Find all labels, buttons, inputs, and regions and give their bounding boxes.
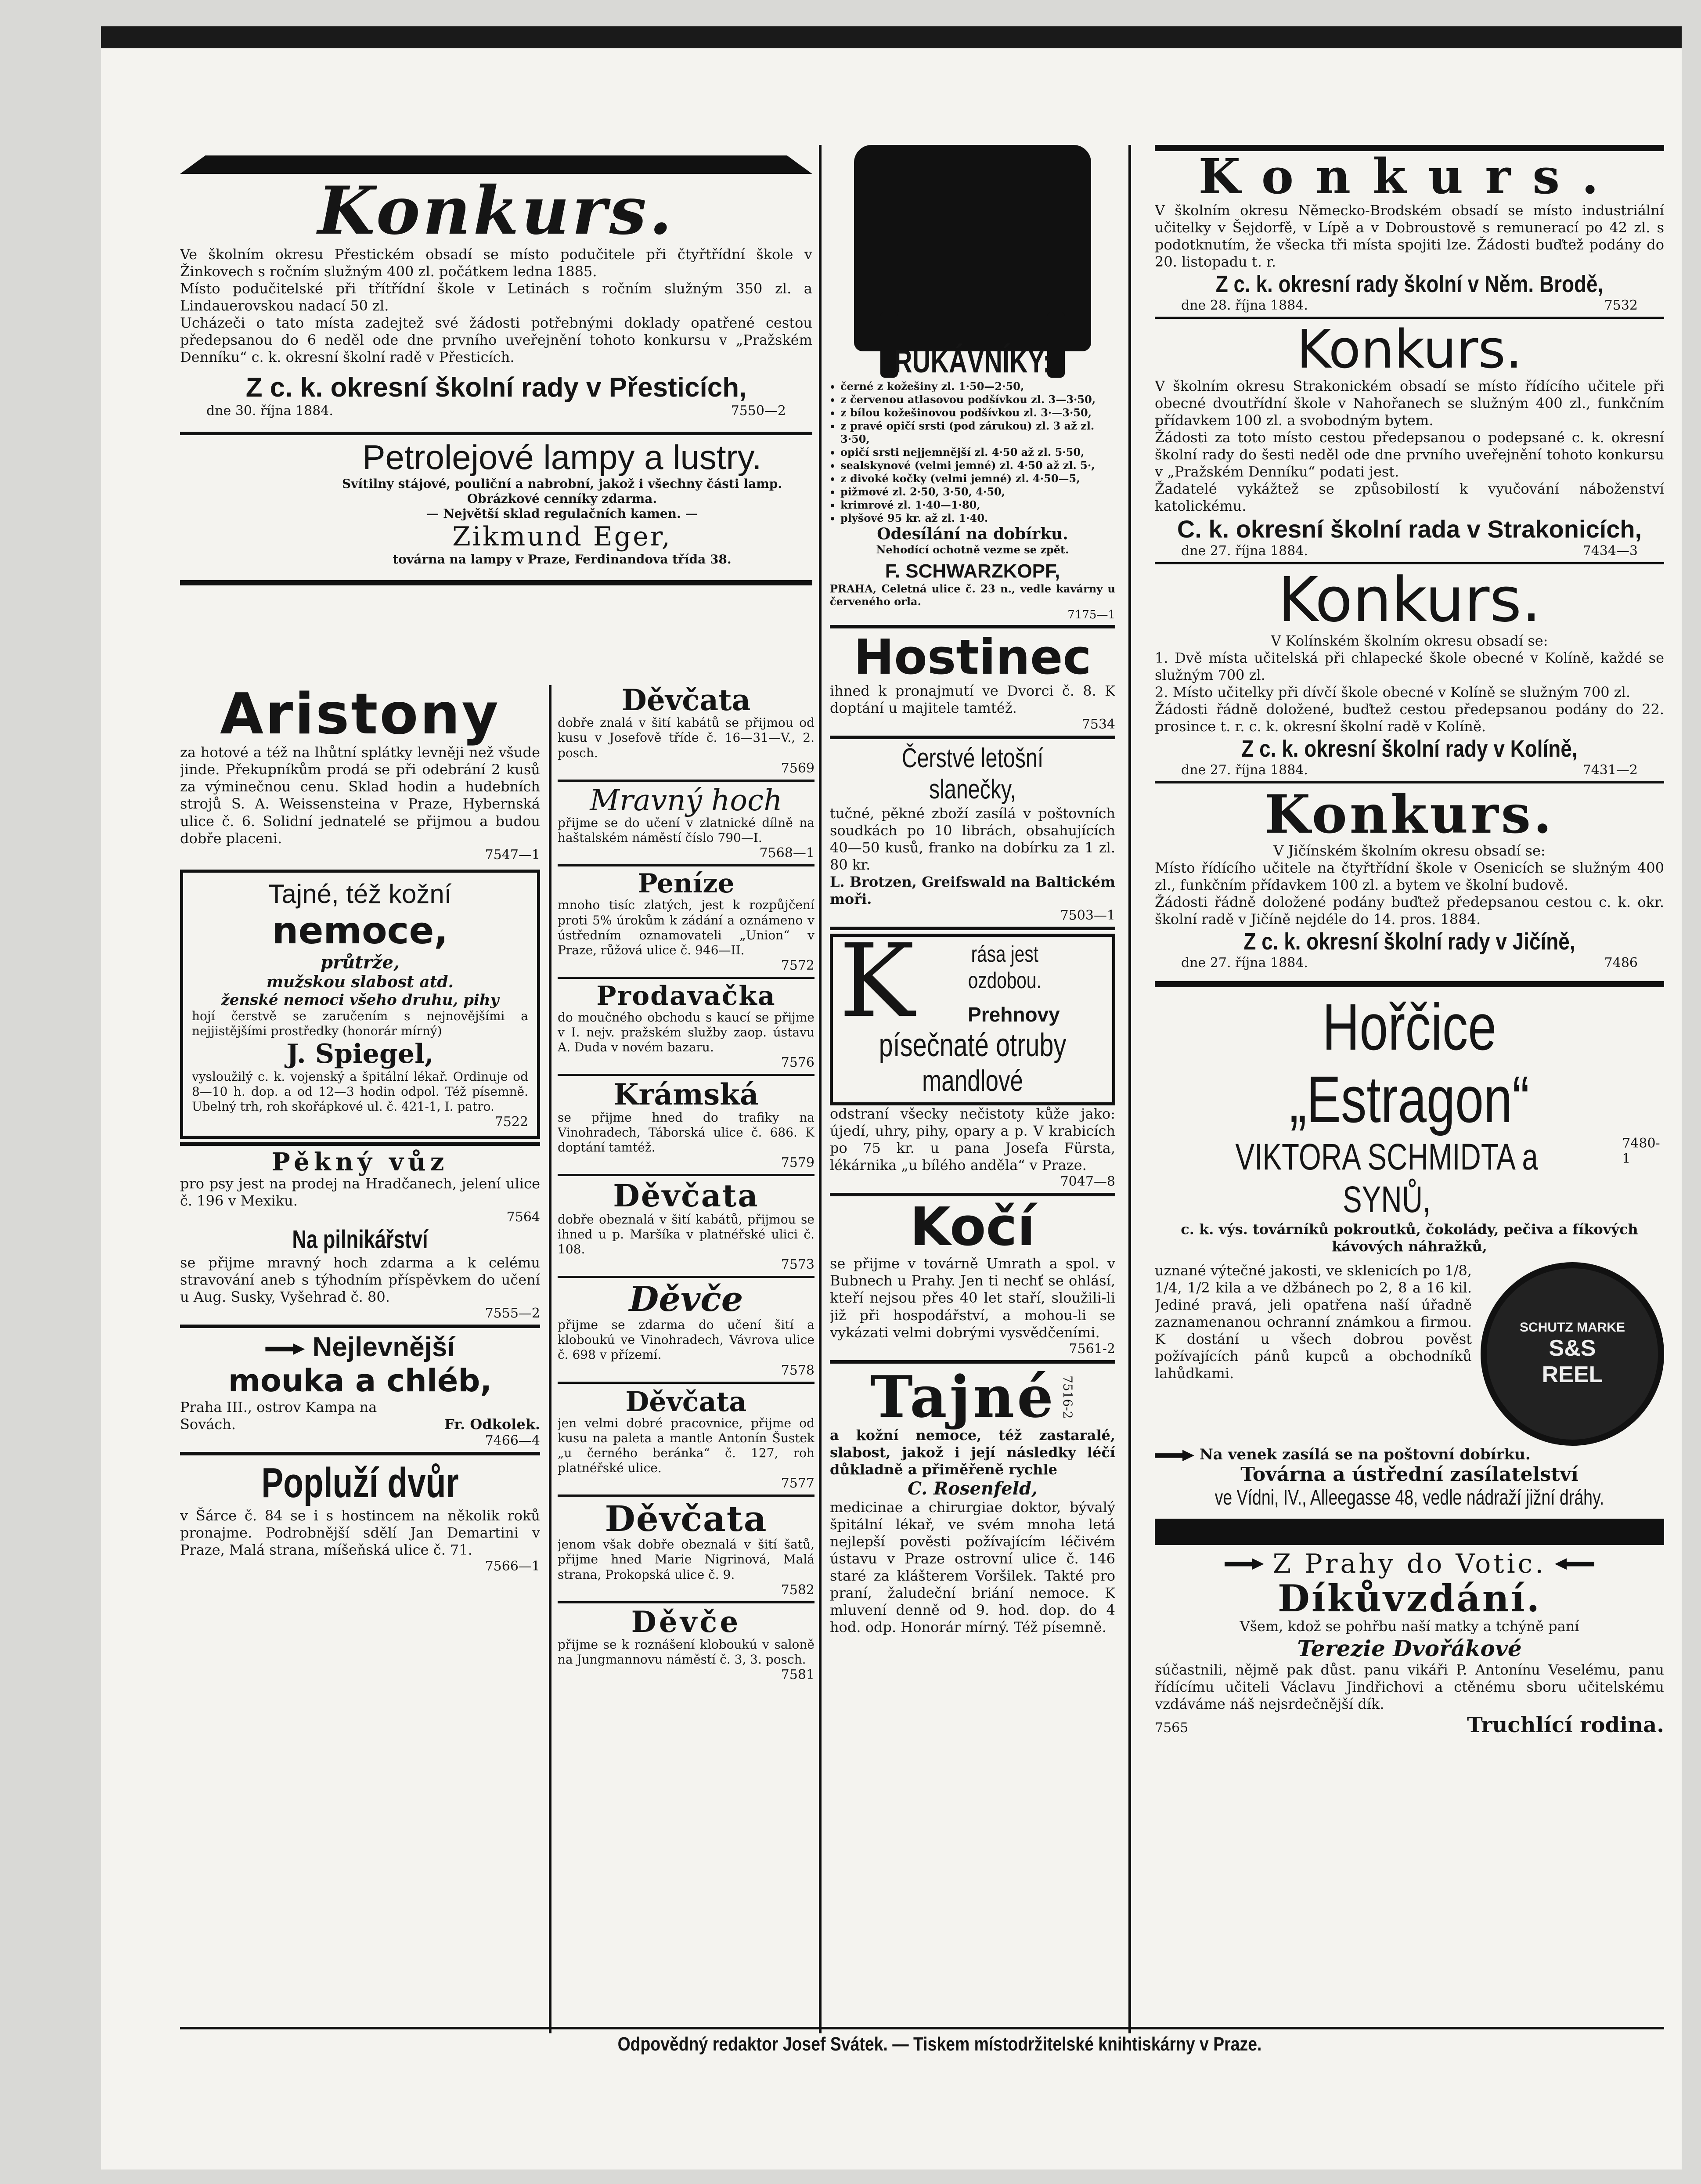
- ad-number: 7565: [1155, 1720, 1189, 1736]
- divider: [1155, 981, 1664, 987]
- ad-line: ženské nemoci všeho druhu, pihy: [221, 991, 499, 1009]
- ad-name: Terezie Dvořákové: [1297, 1635, 1522, 1661]
- ad-date: dne 27. října 1884.: [1181, 762, 1308, 778]
- ad-date: dne 28. října 1884.: [1181, 297, 1308, 313]
- imprint-footer: Odpovědný redaktor Josef Svátek. — Tiskem místodržitelské knihtiskárny v Praze.: [617, 2033, 1262, 2055]
- ad-paragraph: přijme se zdarma do učení šití a kloboukú ve Vinohradech, Vávrova ulice č. 698 v přízemí.: [558, 1318, 814, 1362]
- ad-paragraph: se přijme v továrně Umrath a spol. v Bubnech u Prahy. Jen ti nechť se ohlásí, kteří nejsou přes 40 let staří, sloužili-li již při hospodářství, a mohou-li se vykázati velmi dobrými vysvědčeními.: [830, 1255, 1115, 1341]
- ad-slanecky: [830, 743, 1115, 923]
- ad-signature: Z c. k. okresní školní rady v Přesticích,: [245, 372, 747, 403]
- ad-paragraph: pro psy jest na prodej na Hradčanech, jelení ulice č. 196 v Mexiku.: [180, 1175, 540, 1209]
- pointing-hand-icon: [1225, 1558, 1264, 1570]
- divider: [1155, 1519, 1664, 1545]
- scan-top-edge: [101, 26, 1682, 48]
- ad-title: Krámská: [613, 1079, 759, 1112]
- ad-top: Z Prahy do Votic.: [1272, 1549, 1546, 1580]
- ad-paragraph: Žádosti řádně doložené podány buďtež předepsanou cestou c. k. okr. školní radě v Jičíně nejdéle do 14. pros. 1884.: [1155, 894, 1664, 928]
- ad-title: Aristony: [220, 685, 500, 747]
- ad-title: Hostinec: [854, 632, 1092, 685]
- ad-devce-1: [558, 1282, 814, 1378]
- ad-aristony: [180, 685, 540, 863]
- column-1-top: [180, 145, 812, 689]
- ad-title: Kočí: [910, 1200, 1035, 1258]
- ad-paragraph: V školním okresu Strakonickém obsadí se místo řídícího učitele při obecné dvoutřídní škole v Nahořanech se služným 400 zl., funkčním přídavkem 100 zl. a svobodným bytem.: [1155, 377, 1664, 429]
- price-list-item: • pižmové zl. 2·50, 3·50, 4·50,: [840, 485, 1115, 498]
- ad-paragraph: súčastnili, nějmě pak důst. panu vikáři P. Antonínu Veselému, panu řídícímu učiteli Václavu Jindřichovi a ctěnému sboru učitelskému vzdáváme náš nejsrdečnější dík.: [1155, 1661, 1664, 1712]
- ad-name: J. Spiegel,: [286, 1038, 434, 1069]
- ad-paragraph: V školním okresu Německo-Brodském obsadí se místo industriální učitelky v Šejdorfě, v Lípě a v Dobroustově s remunerací po 42 zl. s podotknutím, že všecka tři místa spojiti lze. Žádosti buďtež podány do 20. listopadu t. r.: [1155, 202, 1664, 270]
- ad-paragraph: Ucházeči o tato místa zadejtež své žádosti potřebnými doklady opatřené cestou předepsanou do 6 neděl ode dne prvního uveřejnění tohoto konkursu v „Pražském Denníku“ c. k. okresní školní radě v Přesticích.: [180, 314, 812, 365]
- divider: [558, 1074, 814, 1076]
- ad-paragraph: přijme se k roznášení kloboukú v saloně na Jungmannovu náměstí č. 3, 3. posch.: [558, 1637, 814, 1667]
- ad-signature: Z c. k. okresní rady školní v Něm. Brodě,: [1215, 271, 1604, 297]
- ad-row: [1155, 1713, 1664, 1737]
- ad-paragraph: — Největší sklad regulačních kamen. —: [426, 506, 698, 521]
- ad-title: mandlové: [922, 1064, 1023, 1098]
- ad-title: Děvčata: [625, 1387, 747, 1418]
- ad-devce-2: [558, 1607, 814, 1683]
- ad-title: Na pilnikářství: [292, 1225, 428, 1254]
- ad-dikuvzdani: [1155, 1549, 1664, 1737]
- divider: [830, 927, 1115, 930]
- price-list-item: • z divoké kočky (velmi jemné) zl. 4·50—5,: [840, 472, 1115, 485]
- ad-line: Nehodící ochotně vezme se zpět.: [876, 543, 1069, 556]
- ad-number: 7522: [494, 1114, 528, 1130]
- ad-krasa-text: [830, 1105, 1115, 1189]
- ad-koci: [830, 1200, 1115, 1356]
- ad-paragraph: c. k. výs. továrníků pokroutků, čokolády, pečiva a fíkových kávových náhražků,: [1181, 1221, 1638, 1255]
- ad-line: průtrže,: [321, 952, 400, 973]
- ad-title: Hořčice „Estragon“: [1289, 991, 1530, 1137]
- ad-line: mužskou slabost atd.: [266, 972, 454, 991]
- newspaper-page: [101, 26, 1682, 2170]
- ad-popluzi-dvur: [180, 1459, 540, 1574]
- seal-text: SCHUTZ MARKE: [1520, 1320, 1625, 1335]
- ad-mravny-hoch: [558, 785, 814, 861]
- ad-rukavniky: [830, 145, 1115, 621]
- ad-paragraph: Ve školním okresu Přestickém obsadí se místo podučitele při čtyřtřídní škole v Žinkovech s ročním služným 400 zl. počátkem ledna 1885.: [180, 245, 812, 280]
- ad-name: C. Rosenfeld,: [908, 1478, 1038, 1499]
- divider: [180, 1452, 540, 1455]
- ad-signature: C. k. okresní školní rada v Strakonicích,: [1177, 515, 1642, 543]
- ad-paragraph: ihned k pronajmutí ve Dvorci č. 8. K doptání u majitele tamtéž.: [830, 682, 1115, 717]
- price-list: [830, 380, 1115, 525]
- ad-date: dne 30. října 1884.: [206, 403, 333, 419]
- ad-dateline: [1155, 762, 1664, 778]
- ad-title: Popluží dvůr: [261, 1459, 459, 1507]
- pointing-hand-icon: [1155, 1450, 1194, 1461]
- ad-title: Konkurs.: [317, 177, 675, 249]
- ad-number: 7532: [1604, 297, 1638, 313]
- ad-body: [1155, 1262, 1664, 1446]
- bottom-rule: [180, 2027, 1664, 2029]
- ad-title: Peníze: [638, 870, 735, 899]
- ad-title: Děvčata: [613, 1180, 759, 1214]
- price-list-item: • sealskynové (velmi jemné) zl. 4·50 až zl. 5·,: [840, 459, 1115, 472]
- divider: [1155, 781, 1664, 783]
- ad-paragraph: Žádosti za toto místo cestou předepsanou o podepsané c. k. okresní školní rady do šesti neděl ode dne prvního uveřejnění tohoto konkursu v „Pražském Denníku“ podati jest.: [1155, 429, 1664, 480]
- ad-row: [180, 1399, 540, 1433]
- ad-paragraph: odstraní všecky nečistoty kůže jako: újedí, uhry, pihy, opary a p. V krabicích po 75 kr. u pana Josefa Fürsta, lékárnika „u bílého anděla“ v Praze.: [830, 1105, 1115, 1174]
- ad-number: 7561-2: [1069, 1341, 1115, 1357]
- divider: [558, 1601, 814, 1603]
- ad-vuz: [180, 1149, 540, 1225]
- ad-signature: Z c. k. okresní školní rady v Jičíně,: [1243, 928, 1575, 955]
- ad-paragraph: medicinae a chirurgiae doktor, bývalý špitální lékař, ve svém mnoha letá nejlepší pověsti požívajícím léčivém ústavu v Praze ostrovní ulice č. 146 staré za klášterem Voršilek. Takté pro praní, žaludeční briání nemoce. K mluvení denně od 9. hod. dop. do 4 hod. odp. Honorár mírný. Též písemně.: [830, 1499, 1115, 1636]
- ad-paragraph: se přijme hned do trafiky na Vinohradech, Táborská ulice č. 686. K doptání tamtéž.: [558, 1110, 814, 1155]
- ad-title: písečnaté otruby: [879, 1027, 1067, 1064]
- ad-konkurs-nemecky-brod: [1155, 151, 1664, 313]
- ad-paragraph: dobře znalá v šití kabátů se přijmou od kusu v Josefově tříde č. 16—31—V., 2. posch.: [558, 715, 814, 760]
- ad-number: 7466—4: [485, 1433, 540, 1449]
- ad-head: [1155, 1549, 1664, 1579]
- ad-number: 7568—1: [759, 845, 814, 861]
- divider: [558, 1495, 814, 1497]
- ad-title: rása jest ozdobou.: [968, 942, 1042, 994]
- divider: [1155, 562, 1664, 564]
- ad-paragraph: V Kolínském školním okresu obsadí se:: [1271, 632, 1548, 649]
- ad-paragraph: jen velmi dobré pracovnice, přijme od kusu na paleta a mantle Antonín Šustek „u černého beránka“ č. 127, roh platnéřské ulice.: [558, 1415, 814, 1476]
- ad-title: Petrolejové lampy a lustry.: [362, 438, 762, 477]
- ad-paragraph: za hotové a též na lhůtní splátky levněji než všude jinde. Překupníkům prodá se při odebrání 2 kusů za výminečnou cenu. Sklad hodin a hudebních strojů S. A. Weissensteina v Praze, Hybernská ulice č. 6. Solidní jednatelé se přijmou a budou dobře placeni.: [180, 744, 540, 847]
- ad-devcata-1: [558, 685, 814, 776]
- ad-hostinec: [830, 632, 1115, 733]
- ad-paragraph: 1. Dvě místa učitelská při chlapecké škole obecné v Kolíně, každé se služným 700 zl.: [1155, 649, 1664, 683]
- price-list-item: • opičí srsti nejjemnější zl. 4·50 až zl. 5·50,: [840, 446, 1115, 459]
- ad-company: VIKTORA SCHMIDTA a SYNŮ,: [1235, 1136, 1538, 1220]
- divider: [558, 977, 814, 979]
- ad-number: 7569: [781, 760, 814, 776]
- ad-devcata-3: [558, 1387, 814, 1491]
- price-list-item: • z červenou atlasovou podšívkou zl. 3—3·50,: [840, 393, 1115, 406]
- ad-paragraph: přijme se do učení v zlatnické dílně na haštalském náměstí číslo 790—I.: [558, 816, 814, 845]
- ad-dateline: [180, 403, 812, 419]
- ad-konkurs-prestice: [180, 177, 812, 419]
- ad-number: 7175—1: [1067, 608, 1115, 621]
- ad-head: [830, 1367, 1115, 1430]
- ad-title: Konkurs.: [1296, 322, 1523, 380]
- column-1-left: [180, 685, 540, 2029]
- divider: [180, 580, 812, 585]
- section-wedge: [180, 148, 812, 174]
- ad-devcata-2: [558, 1180, 814, 1272]
- ad-konkurs-kolin: [1155, 568, 1664, 778]
- ad-paragraph: Svítilny stájové, pouliční a nabrobní, jakož i všechny části lamp. Obrázkové cenníky zdarma.: [342, 476, 782, 506]
- divider: [558, 1174, 814, 1176]
- divider: [558, 1382, 814, 1384]
- ad-title: Pěkný vůz: [271, 1149, 449, 1177]
- pointing-hand-icon: [265, 1343, 305, 1355]
- ad-paragraph: se přijme mravný hoch zdarma a k celému stravování aneb s týhodním příspěvkem do učení u Aug. Susky, Vyšehrad č. 80.: [180, 1254, 540, 1306]
- ad-title: nemoce,: [272, 909, 448, 952]
- divider: [180, 1142, 540, 1146]
- ad-number: 7534: [1081, 717, 1115, 733]
- ad-petrolej: [180, 439, 812, 567]
- ad-line: Odesílání na dobírku.: [877, 525, 1068, 543]
- ad-title: Mravný hoch: [590, 785, 782, 817]
- ad-number: 7579: [781, 1155, 814, 1171]
- ad-dateline: [1155, 955, 1664, 971]
- ad-title: Tajné: [870, 1367, 1056, 1430]
- column-rule-1: [819, 145, 822, 2033]
- ad-number: 7581: [781, 1667, 814, 1683]
- ad-pilnikarstvi: [180, 1225, 540, 1321]
- ad-number: 7486: [1604, 955, 1638, 971]
- ad-line-row: [1155, 1446, 1664, 1463]
- ad-paragraph: do moučného obchodu s kaucí se přijme v I. nejv. pražském služby zaop. ústavu A. Duda v novém bazaru.: [558, 1010, 814, 1055]
- ad-number: 7578: [781, 1362, 814, 1378]
- ad-signature: Truchlící rodina.: [1467, 1712, 1664, 1737]
- divider: [830, 1360, 1115, 1364]
- ad-konkurs-strakonice: [1155, 322, 1664, 559]
- ad-number: 7503—1: [1060, 908, 1115, 924]
- divider: [830, 625, 1115, 628]
- ad-title: Konkurs.: [1265, 787, 1554, 846]
- ad-number: 7582: [781, 1582, 814, 1598]
- ad-title: Děvče: [631, 1606, 741, 1639]
- ad-number: 7480-1: [1622, 1136, 1660, 1167]
- ad-paragraph: Žadatelé vykážtež se způsobilostí k vyučování náboženství katolickému.: [1155, 480, 1664, 514]
- ad-address: ve Vídni, IV., Alleegasse 48, vedle nádraží jižní dráhy.: [1214, 1486, 1604, 1510]
- ad-mouka: [180, 1332, 540, 1448]
- ad-company-row: [1155, 1136, 1664, 1221]
- column-3: [1155, 145, 1664, 2033]
- ad-paragraph: a kožní nemoce, též zastaralé, slabost, jakož i její následky léčí důkladně a přiměřeně rychle: [830, 1427, 1115, 1478]
- ad-title: Děvčata: [605, 1500, 768, 1540]
- ad-number: 7434—3: [1582, 543, 1638, 559]
- muff-illustration: [854, 145, 1091, 351]
- ad-paragraph: V Jičínském školním okresu obsadí se:: [1273, 842, 1546, 859]
- ad-title: Prehnovy: [968, 1003, 1060, 1026]
- divider: [558, 864, 814, 866]
- ad-paragraph: Místo řídícího učitele na čtyřtřídní škole v Osenicích se služným 400 zl., funkčním přídavkem 100 zl. a bytem ve školní budově.: [1155, 859, 1664, 894]
- ad-head: [839, 941, 1106, 1026]
- ad-address: továrna na lampy v Praze, Ferdinandova třída 38.: [393, 552, 732, 567]
- ad-number: 7550—2: [731, 403, 786, 419]
- ad-paragraph: 2. Místo učitelky při dívčí škole obecné v Kolíně se služným 700 zl.: [1155, 683, 1631, 700]
- ad-number: 7566—1: [485, 1559, 540, 1574]
- ad-devcata-4: [558, 1500, 814, 1597]
- ad-paragraph: tučné, pěkné zboží zasílá v poštovních soudkách po 10 librách, obsahujících 40—50 kusů, franko na dobírku za 1 zl. 80 kr.: [830, 805, 1115, 874]
- ad-title: Čerstvé letošní slanečky,: [901, 743, 1044, 805]
- ad-line: Na venek zasílá se na poštovní dobírku.: [1199, 1446, 1531, 1464]
- ad-name: Zikmund Eger,: [452, 521, 672, 552]
- ad-dateline: [1155, 298, 1664, 313]
- ad-number: 7555—2: [485, 1306, 540, 1321]
- divider: [1155, 317, 1664, 319]
- divider: [180, 432, 812, 435]
- ad-dateline: [1155, 543, 1664, 559]
- divider: [558, 780, 814, 782]
- ad-address: PRAHA, Celetná ulice č. 23 n., vedle kavárny u červeného orla.: [830, 582, 1115, 608]
- ad-paragraph: Žádosti řádně doložené, buďtež cestou předepsanou podány do 22. prosince t. r. c. k. okresní školní radě v Kolíně.: [1155, 701, 1664, 735]
- ad-number: 7431—2: [1582, 762, 1638, 778]
- ad-title: Konkurs.: [1278, 567, 1541, 636]
- ad-title: Prodavačka: [596, 982, 776, 1011]
- price-list-item: • černé z kožešiny zl. 1·50—2·50,: [840, 380, 1115, 393]
- column-1-right: [558, 685, 814, 2029]
- ad-number: 7572: [781, 958, 814, 973]
- ad-number: 7547—1: [485, 847, 540, 863]
- column-rule-2: [1128, 145, 1131, 2033]
- ad-name: Fr. Odkolek.: [444, 1416, 540, 1433]
- ad-tajne-spiegel: [180, 870, 540, 1139]
- price-list-item: • plyšové 95 kr. až zl. 1·40.: [840, 512, 1115, 525]
- ad-paragraph: hojí čerstvě se zaručením s nejnovějšími a nejjistějšími prostředky (honorár mírný): [192, 1008, 528, 1038]
- column-rule-1b: [549, 685, 551, 2033]
- ad-title: RUKÁVNÍKY:: [894, 343, 1052, 379]
- divider: [180, 1325, 540, 1328]
- ad-title: mouka a chléb,: [228, 1363, 492, 1399]
- divider: [830, 1193, 1115, 1196]
- ad-paragraph: jenom však dobře obeznalá v šití šatů, přijme hned Marie Nigrinová, Malá strana, Prokopská ulice č. 9.: [558, 1537, 814, 1582]
- ad-number: 7576: [781, 1055, 814, 1071]
- ad-prodavacka: [558, 982, 814, 1070]
- ad-kramska: [558, 1079, 814, 1170]
- ad-paragraph: v Šárce č. 84 se i s hostincem na několik roků pronajme. Podrobnější sdělí Jan Demartini v Praze, Malá strana, míšeňská ulice č. 71.: [180, 1507, 540, 1559]
- price-list-item: • z bílou kožešinovou podšívkou zl. 3·—3·50,: [840, 406, 1115, 419]
- ad-tajne-rosenfeld: [830, 1367, 1115, 1636]
- price-list-item: • z pravé opičí srsti (pod zárukou) zl. 3 až zl. 3·50,: [840, 419, 1115, 446]
- ad-paragraph: Místo podučitelské při třítřídní škole v Letinách s ročním služným 350 zl. a Lindauerovskou nadací 50 zl.: [180, 280, 812, 314]
- ad-number: 7047—8: [1060, 1174, 1115, 1190]
- ad-title: Díkůvzdání.: [1278, 1577, 1541, 1621]
- ad-date: dne 27. října 1884.: [1181, 955, 1308, 971]
- ad-address: Praha III., ostrov Kampa na Sovách.: [180, 1399, 377, 1433]
- ad-paragraph: dobře obeznalá v šití kabátů, přijmou se ihned u p. Maršíka v platnéřské ulici č. 108.: [558, 1212, 814, 1257]
- ad-number: 7573: [781, 1257, 814, 1273]
- ad-line: Továrna a ústřední zasílatelství: [1240, 1463, 1578, 1486]
- seal-text: S&S: [1549, 1336, 1596, 1361]
- ad-signature: Z c. k. okresní školní rady v Kolíně,: [1241, 736, 1578, 762]
- ad-title: Tajné, též kožní: [268, 879, 452, 909]
- ad-krasa-otruby: [830, 934, 1115, 1105]
- ad-number: 7516-2: [1060, 1375, 1075, 1419]
- ad-name: L. Brotzen, Greifswald na Baltickém moři.: [830, 874, 1115, 908]
- ad-name: F. SCHWARZKOPF,: [885, 560, 1060, 582]
- ad-title-row: [180, 1332, 540, 1363]
- ad-horcice: [1155, 991, 1664, 1510]
- ad-penize: [558, 870, 814, 973]
- divider: [558, 1276, 814, 1278]
- ad-paragraph: vysloužilý c. k. vojenský a špitální lékař. Ordinuje od 8—10 h. dop. a od 12—3 hodin odpol. Též písemně. Ubelný trh, roh skořápkové ul. č. 421-1, I. patro.: [192, 1069, 528, 1114]
- ad-date: dne 27. října 1884.: [1181, 543, 1308, 559]
- trademark-seal-icon: [1481, 1262, 1664, 1446]
- ad-konkurs-jicin: [1155, 787, 1664, 971]
- divider: [1155, 145, 1664, 151]
- drop-cap: K: [839, 941, 915, 1027]
- ad-number: 7564: [506, 1209, 540, 1225]
- ad-number: 7577: [781, 1476, 814, 1491]
- ad-title: Děvčata: [621, 685, 751, 717]
- divider: [830, 736, 1115, 739]
- column-2: [830, 145, 1115, 2033]
- price-list-item: • krimrové zl. 1·40—1·80,: [840, 498, 1115, 512]
- ad-paragraph: Všem, kdož se pohřbu naší matky a tchýně paní: [1240, 1618, 1579, 1635]
- seal-text: REEL: [1542, 1362, 1603, 1388]
- pointing-hand-icon: [1555, 1558, 1594, 1570]
- ad-paragraph: uznané výtečné jakosti, ve sklenicích po 1/8, 1/4, 1/2 kila a ve džbánech po 2, 8 a 16 kil. Jediné pravá, jeli opatřena naší úřadně zaznamenanou ochranní známkou a firmou. K dostání u všech dobrou pověst požívajících pánů kupců a obchodníků lahůdkami.: [1155, 1262, 1472, 1382]
- ad-title: Nejlevnější: [312, 1332, 455, 1363]
- ad-paragraph: mnoho tisíc zlatých, jest k rozpůjčení proti 5% úrokům k zádání a oznámeno v ústředním oznamovateli „Union“ v Praze, růžová ulice č. 946—II.: [558, 898, 814, 957]
- ad-title: Konkurs.: [1198, 151, 1621, 205]
- ad-title: Děvče: [629, 1282, 743, 1320]
